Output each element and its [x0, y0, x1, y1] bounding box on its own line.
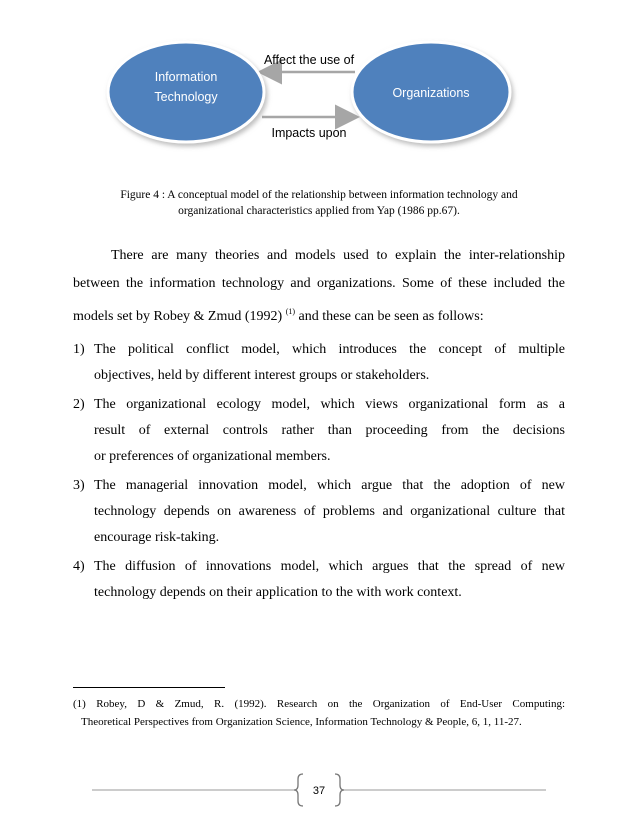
list-item-number: 2) [73, 397, 85, 412]
top-arrow-label: Affect the use of [263, 53, 355, 67]
body-paragraph [73, 242, 565, 331]
footnote-line: (1) Robey, D & Zmud, R. (1992). Research on the Organization of End-User Computing: [73, 698, 565, 710]
paragraph-text: and these can be seen as follows: [295, 309, 484, 324]
information-technology-label-2: Technology [154, 90, 218, 104]
paragraph-line: There are many theories and models used to explain the inter-relationship [111, 248, 565, 263]
list-item-line: The diffusion of innovations model, which argues that the spread of new [94, 559, 565, 574]
footnote [73, 695, 565, 731]
models-list [73, 337, 565, 606]
list-item-line: or preferences of organizational members. [94, 449, 331, 464]
list-item-line: objectives, held by different interest groups or stakeholders. [94, 368, 430, 383]
caption-line: organizational characteristics applied from Yap (1986 pp.67). [178, 205, 460, 217]
bottom-arrow-label: Impacts upon [271, 126, 347, 140]
left-bracket-icon [294, 774, 303, 806]
list-item [73, 554, 565, 606]
list-item-line: The political conflict model, which introduces the concept of multiple [94, 342, 565, 357]
paragraph-line [73, 298, 565, 331]
footnote-line: Theoretical Perspectives from Organization Science, Information Technology & People, 6, 1, 11-27. [81, 716, 522, 728]
right-bracket-icon [335, 774, 344, 806]
information-technology-label-1: Information [154, 70, 218, 84]
caption-line: Figure 4 : A conceptual model of the relationship between information technology and [120, 189, 518, 201]
list-item-line: technology depends on awareness of problems and organizational culture that [94, 504, 565, 519]
list-item-line: encourage risk-taking. [94, 530, 220, 545]
list-item-line: The organizational ecology model, which views organizational form as a [94, 397, 565, 412]
paragraph-line: between the information technology and organizations. Some of these included the [73, 276, 565, 291]
page-footer [0, 770, 638, 810]
conceptual-model-diagram [0, 0, 638, 170]
footnote-divider [73, 687, 225, 688]
paragraph-text: models set by Robey & Zmud (1992) [73, 309, 286, 324]
list-item-line: The managerial innovation model, which argue that the adoption of new [94, 478, 565, 493]
figure-caption [90, 187, 548, 219]
footnote-reference: (1) [285, 307, 296, 316]
list-item-line: result of external controls rather than proceeding from the decisions [94, 423, 565, 438]
list-item-number: 1) [73, 342, 85, 357]
list-item [73, 392, 565, 470]
list-item [73, 337, 565, 389]
list-item [73, 473, 565, 551]
list-item-number: 4) [73, 559, 85, 574]
list-item-line: technology depends on their application to the with work context. [94, 585, 462, 600]
list-item-number: 3) [73, 478, 85, 493]
page-number: 37 [312, 785, 326, 797]
organizations-label: Organizations [392, 86, 470, 100]
